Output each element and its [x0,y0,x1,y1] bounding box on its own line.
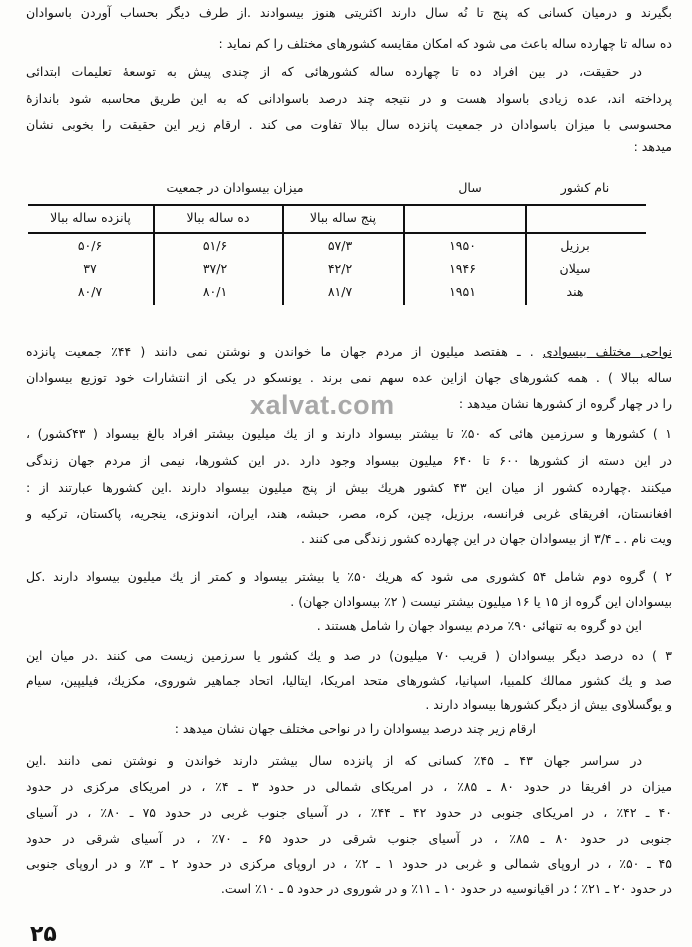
cell-fifteen: ۵۰/۶ [77,238,103,253]
text-line: در حقیقت، در بین افراد ده تا چهارده ساله کشورهائی که از چندی پیش به توسعهٔ تعلیمات ابتدائی [26,64,642,79]
text-line: ۲ ) گروه دوم شامل ۵۴ کشوری می شود که هریك ۵۰٪ یا بیشتر بیسواد و کمتر از یك میلیون بیسواد دارند .کل [26,569,672,584]
text-line: ویت نام . ـ ۳/۴ از بیسوادان جهان در این چهارده کشور زندگی می کنند . [301,531,672,546]
text-line: ارقام زیر چند درصد بیسوادان را در نواحی مختلف جهان نشان میدهد : [174,721,536,736]
text-line: بگیرند و درمیان کسانی که پنج تا نُه سال دارند اکثریتی هنوز بیسوادند .از طرف دیگر بحساب آوردن باسوادان [26,5,672,20]
table-year-header: سال [458,180,482,195]
text-line: بیسوادان این گروه از ۱۵ یا ۱۶ میلیون بیشتر نیست ( ۲٪ بیسوادان جهان) . [290,594,672,609]
watermark: xalvat.com [250,390,395,420]
text-line: ۱ ) کشورها و سرزمین هائی که ۵۰٪ تا بیشتر بیسواد دارند و از یك میلیون بیشتر افراد بالغ بیسواد ( ۴۳کشور) ، [26,426,672,441]
cell-five: ۸۱/۷ [327,284,353,299]
text-line: را در چهار گروه از کشورها نشان میدهد : [458,396,672,411]
text-line: میزان در افریقا در حدود ۸۰ ـ ۸۵٪ ، در امریکای شمالی در حدود ۳ ـ ۴٪ ، در امریکای مرکزی در حدود [26,779,673,794]
table-header-rule [28,232,646,234]
cell-five: ۴۲/۲ [327,261,353,276]
text-span: . ـ هفتصد میلیون از مردم جهان ما خواندن و نوشتن نمی دانند ( ۴۴٪ جمعیت پانزده [26,344,534,359]
text-line: در سراسر جهان ۴۳ ـ ۴۵٪ کسانی که از پانزده سال بیشتر دارند خواندن و نوشتن نمی دانند .این [26,753,643,768]
text-line: ۴۵ ـ ۵۰٪ ، در اروپای شمالی و غربی در حدود ۱ ـ ۲٪ ، در اروپای مرکزی در حدود ۲ ـ ۳٪ و در اروپای جنوبی [26,856,673,871]
subheader-five-years: پنج ساله ببالا [309,210,377,225]
text-line: محسوسی با میزان باسوادان در جمعیت پانزده سال ببالا تفاوت می کند . ارقام زیر این حقیقت را بخوبی نشان [26,117,672,132]
cell-fifteen: ۳۷ [83,261,97,276]
text-line: میکنند .چهارده کشور از میان این ۴۳ کشور هریك بیش از پنج میلیون بیسواد دارند .این کشورها عبارتند از : [26,480,672,495]
table-top-rule [28,204,646,206]
text-line: ۴۰ ـ ۴۲٪ ، در امریکای جنوبی در حدود ۴۲ ـ ۴۴٪ ، در آسیای جنوب غربی در حدود ۷۵ ـ ۸۰٪ ، در آسیای [26,805,673,820]
cell-year: ۱۹۵۱ [449,284,476,299]
page-number: ۲۵ [30,922,57,947]
table-column-divider [525,205,527,305]
cell-ten: ۸۰/۱ [202,284,228,299]
cell-country: سیلان [559,261,591,276]
table-group-header: میزان بیسوادان در جمعیت [166,180,304,195]
text-line: در این دسته از کشورها ۶۰۰ تا ۶۴۰ میلیون بیسواد وجود دارد .در این کشورها، نیمی از مردم جهان زندگی [26,453,672,468]
cell-five: ۵۷/۳ [327,238,353,253]
cell-country: برزیل [560,238,590,253]
cell-ten: ۵۱/۶ [202,238,228,253]
text-line: ۳ ) ده درصد دیگر بیسوادان ( قریب ۷۰ میلیون) در صد و یك کشور یا سرزمین زیست می کنند .در میان این [26,648,672,663]
text-line: جنوبی در حدود ۸۰ ـ ۸۵٪ ، در آسیای جنوب شرقی در حدود ۶۵ ـ ۷۰٪ ، در آسیای شرقی در حدود [26,831,672,846]
text-line: در حدود ۲۰ ـ ۲۱٪ ؛ در اقیانوسیه در حدود ۱۰ ـ ۱۱٪ و در شوروی در حدود ۵ ـ ۱۰٪ است. [220,881,672,896]
text-line: پرداخته اند، عده زیادی باسواد هست و در نتیجه چند درصد باسوادانی که به این طریق محاسبه شود باندازهٔ [26,91,672,106]
text-line: و یوگسلاوی بیش از دیگر کشورها بیسواد دارند . [425,697,672,712]
text-line: این دو گروه به تنهائی ۹۰٪ مردم بیسواد جهان را شامل هستند . [316,618,642,633]
text-line: میدهد : [633,139,672,154]
subheader-fifteen-years: پانزده ساله ببالا [50,210,131,225]
cell-year: ۱۹۴۶ [449,261,476,276]
table-column-divider [403,205,405,305]
subheader-ten-years: ده ساله ببالا [186,210,250,225]
section-heading: نواحی مختلف بیسوادی [542,344,672,359]
text-line: ده ساله تا چهارده ساله باعث می شود که امکان مقایسه کشورهای مختلف را کم نماید : [218,36,672,51]
cell-ten: ۳۷/۲ [202,261,228,276]
text-line: صد و یك کشور ممالك کلمبیا، اسپانیا، کشورهای متحد امریکا، ایتالیا، اتحاد جماهیر شوروی، مکزیك، فیلیپین، سیام [26,673,672,688]
cell-fifteen: ۸۰/۷ [77,284,103,299]
cell-country: هند [566,284,584,299]
text-line [26,341,672,363]
cell-year: ۱۹۵۰ [449,238,476,253]
table-country-header: نام کشور [560,180,610,195]
text-line: ساله ببالا ) . همه کشورهای جهان ازاین عده سهم نمی برند . یونسکو در یکی از انتشارات خود توزیع بیسوادان [26,370,672,385]
text-line: افغانستان، افریقای غربی فرانسه، برزیل، چین، کره، مصر، حبشه، هند، ایران، اندونزی، ینجریه، پاکستان، ترکیه و [26,506,672,521]
